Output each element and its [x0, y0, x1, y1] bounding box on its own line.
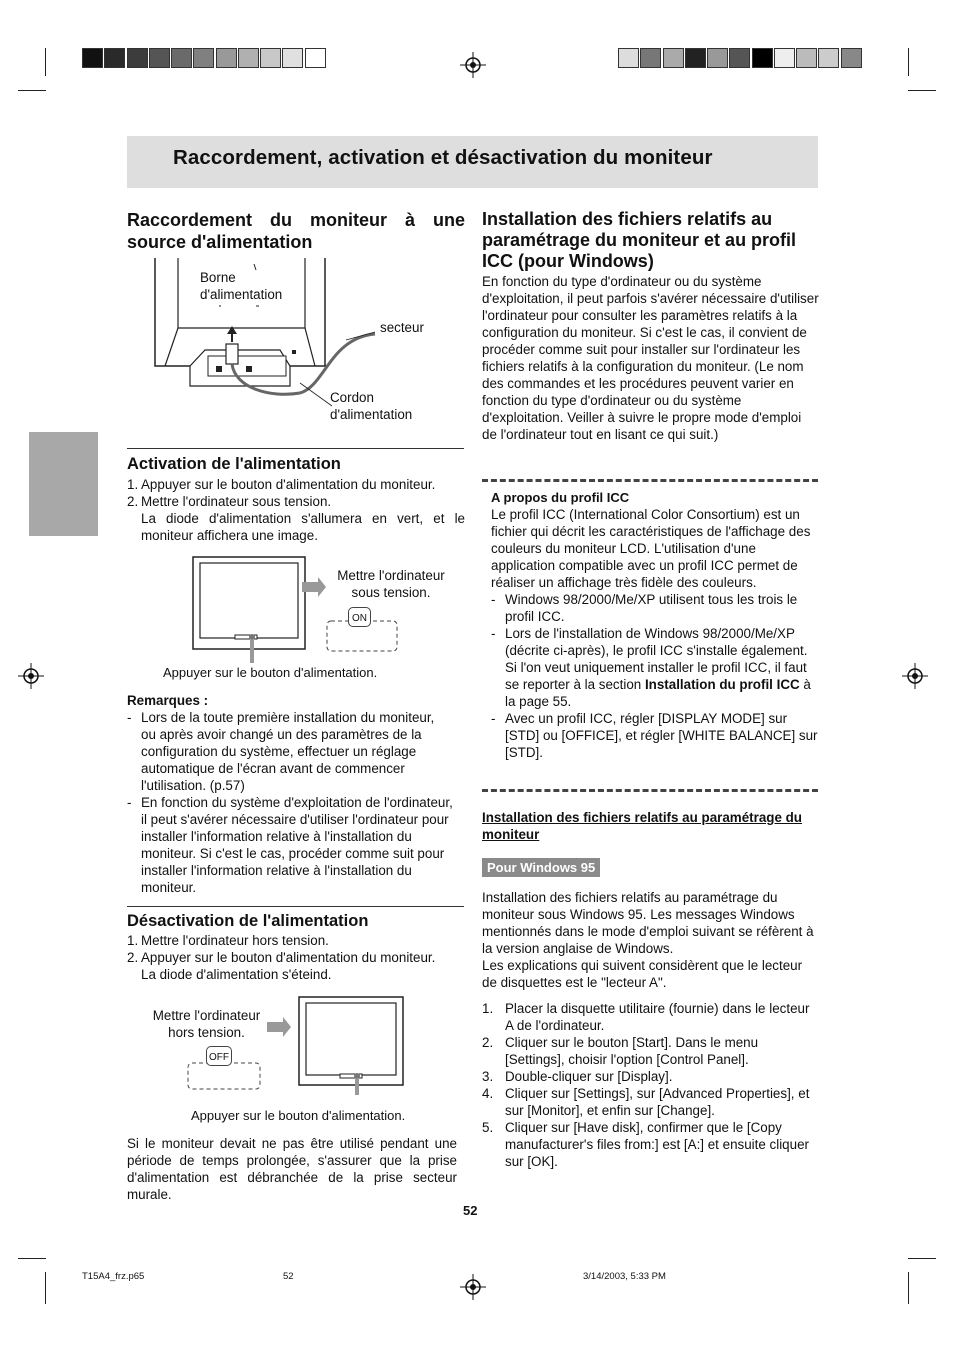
right-intro: En fonction du type d'ordinateur ou du système d'exploitation, il peut parfois s'avérer nécessaire d'utiliser l'ordinateur pour consulter les paramètres relatifs à la configuration du moniteur. Si c'est le cas, il convient de procéder comme suit pour installer sur l'ordinateur les fichiers relatifs à la configuration du moniteur. (Le nom des commandes et les procédures peuvent varier en fonction du type d'ordinateur ou du système d'exploitation. Veiller à suivre le propre mode d'emploi de l'ordinateur tout en lisant ce qui suit.)	[482, 274, 819, 442]
divider	[127, 448, 464, 449]
registration-mark-icon	[460, 52, 486, 78]
list-item: 1. Mettre l'ordinateur hors tension.	[127, 933, 329, 948]
icc-title: A propos du profil ICC	[491, 490, 630, 505]
connect-heading: Raccordement du moniteur à une source d'alimentation	[127, 210, 465, 252]
label-power-terminal: Borne d'alimentation	[200, 270, 283, 302]
page-title: Raccordement, activation et désactivation du moniteur	[173, 146, 713, 169]
registration-mark-icon	[902, 663, 928, 689]
title-bar	[127, 136, 818, 188]
windows95-badge: Pour Windows 95	[482, 858, 600, 877]
power-off-note: La diode d'alimentation s'éteind.	[141, 967, 332, 982]
list-item: 2. Cliquer sur le bouton [Start]. Dans le menu [Settings], choisir l'option [Control Panel].	[482, 1035, 759, 1067]
page-number: 52	[463, 1203, 478, 1218]
list-item: 5. Cliquer sur [Have disk], confirmer que le [Copy manufacturer's files from:] est [A:] et ensuite cliquer sur [OK].	[482, 1120, 809, 1169]
label-computer-off: Mettre l'ordinateur hors tension.	[152, 1008, 261, 1040]
power-off-heading: Désactivation de l'alimentation	[127, 912, 369, 930]
list-item: 1. Placer la disquette utilitaire (fournie) dans le lecteur A de l'ordinateur.	[482, 1001, 810, 1033]
install-subheading: Installation des fichiers relatifs au paramétrage du moniteur	[482, 810, 802, 842]
label-mains: secteur	[380, 320, 424, 335]
dashed-divider	[482, 479, 818, 482]
footer-date: 3/14/2003, 5:33 PM	[583, 1271, 666, 1282]
registration-mark-icon	[460, 1274, 486, 1300]
list-item: 2. Appuyer sur le bouton d'alimentation du moniteur.	[127, 950, 436, 965]
dashed-divider	[482, 789, 818, 792]
list-item: 4. Cliquer sur [Settings], sur [Advanced Properties], et sur [Monitor], et enfin sur [Change].	[482, 1086, 810, 1118]
power-on-steps	[127, 476, 465, 544]
footer-file: T15A4_frz.p65	[82, 1271, 145, 1282]
list-item: - Lors de l'installation de Windows 98/2000/Me/XP (décrite ci-après), le profil ICC s'installe également. Si l'on veut uniquement installer le profil ICC, il faut se reporter à la section Installation du profil ICC à la page 55.	[491, 625, 819, 710]
label-computer-on: Mettre l'ordinateur sous tension.	[337, 568, 445, 600]
side-tab	[29, 432, 98, 536]
list-item: 2. Mettre l'ordinateur sous tension.	[127, 494, 332, 509]
list-item: 3. Double-cliquer sur [Display].	[482, 1069, 673, 1084]
power-off-steps	[127, 932, 465, 983]
off-badge: OFF	[206, 1046, 232, 1066]
icc-box	[491, 489, 819, 761]
registration-mark-icon	[18, 663, 44, 689]
label-press-on: Appuyer sur le bouton d'alimentation.	[163, 665, 378, 680]
win95-text: Installation des fichiers relatifs au paramétrage du moniteur sous Windows 95. Les messages Windows mentionnés dans le mode d'emploi suivant se réfèrent à la version anglaise de Windows. Les explications qui suivent considèrent que le lecteur de disquettes est le "lecteur A".	[482, 890, 814, 990]
win95-steps	[482, 1000, 819, 1170]
on-badge: ON	[348, 607, 371, 627]
icc-text: Le profil ICC (International Color Consortium) est un fichier qui décrit les caractéristiques de l'affichage des couleurs du moniteur LCD. L'utilisation d'une application compatible avec un profil ICC permet de réaliser un affichage très fidèle des couleurs.	[491, 507, 811, 590]
label-power-cord: Cordon d'alimentation	[330, 390, 413, 422]
power-off-closing: Si le moniteur devait ne pas être utilisé pendant une période de temps prolongée, s'assurer que la prise d'alimentation est débranchée de la prise secteur murale.	[127, 1136, 457, 1202]
list-item: 1. Appuyer sur le bouton d'alimentation du moniteur.	[127, 477, 436, 492]
footer-page: 52	[283, 1271, 294, 1282]
remarks	[127, 692, 465, 896]
label-press-off: Appuyer sur le bouton d'alimentation.	[191, 1108, 406, 1123]
list-item: - En fonction du système d'exploitation de l'ordinateur, il peut s'avérer nécessaire d'utiliser l'ordinateur pour installer l'information relative à l'installation du moniteur. Si c'est le cas, procéder comme suit pour installer l'information relative à l'installation du moniteur.	[127, 794, 465, 896]
right-heading: Installation des fichiers relatifs au paramétrage du moniteur et au profil ICC (pour Windows)	[482, 209, 797, 271]
list-item: - Avec un profil ICC, régler [DISPLAY MODE] sur [STD] ou [OFFICE], et régler [WHITE BALANCE] sur [STD].	[491, 710, 819, 761]
remarks-title: Remarques :	[127, 693, 209, 708]
power-on-heading: Activation de l'alimentation	[127, 455, 341, 473]
power-on-note: La diode d'alimentation s'allumera en vert, et le moniteur affichera une image.	[141, 511, 465, 543]
list-item: - Lors de la toute première installation du moniteur, ou après avoir changé un des paramètres de la configuration du système, effectuer un réglage automatique de l'écran avant de commencer l'utilisation. (p.57)	[127, 709, 465, 794]
list-item: - Windows 98/2000/Me/XP utilisent tous les trois le profil ICC.	[491, 591, 819, 625]
divider	[127, 906, 464, 907]
